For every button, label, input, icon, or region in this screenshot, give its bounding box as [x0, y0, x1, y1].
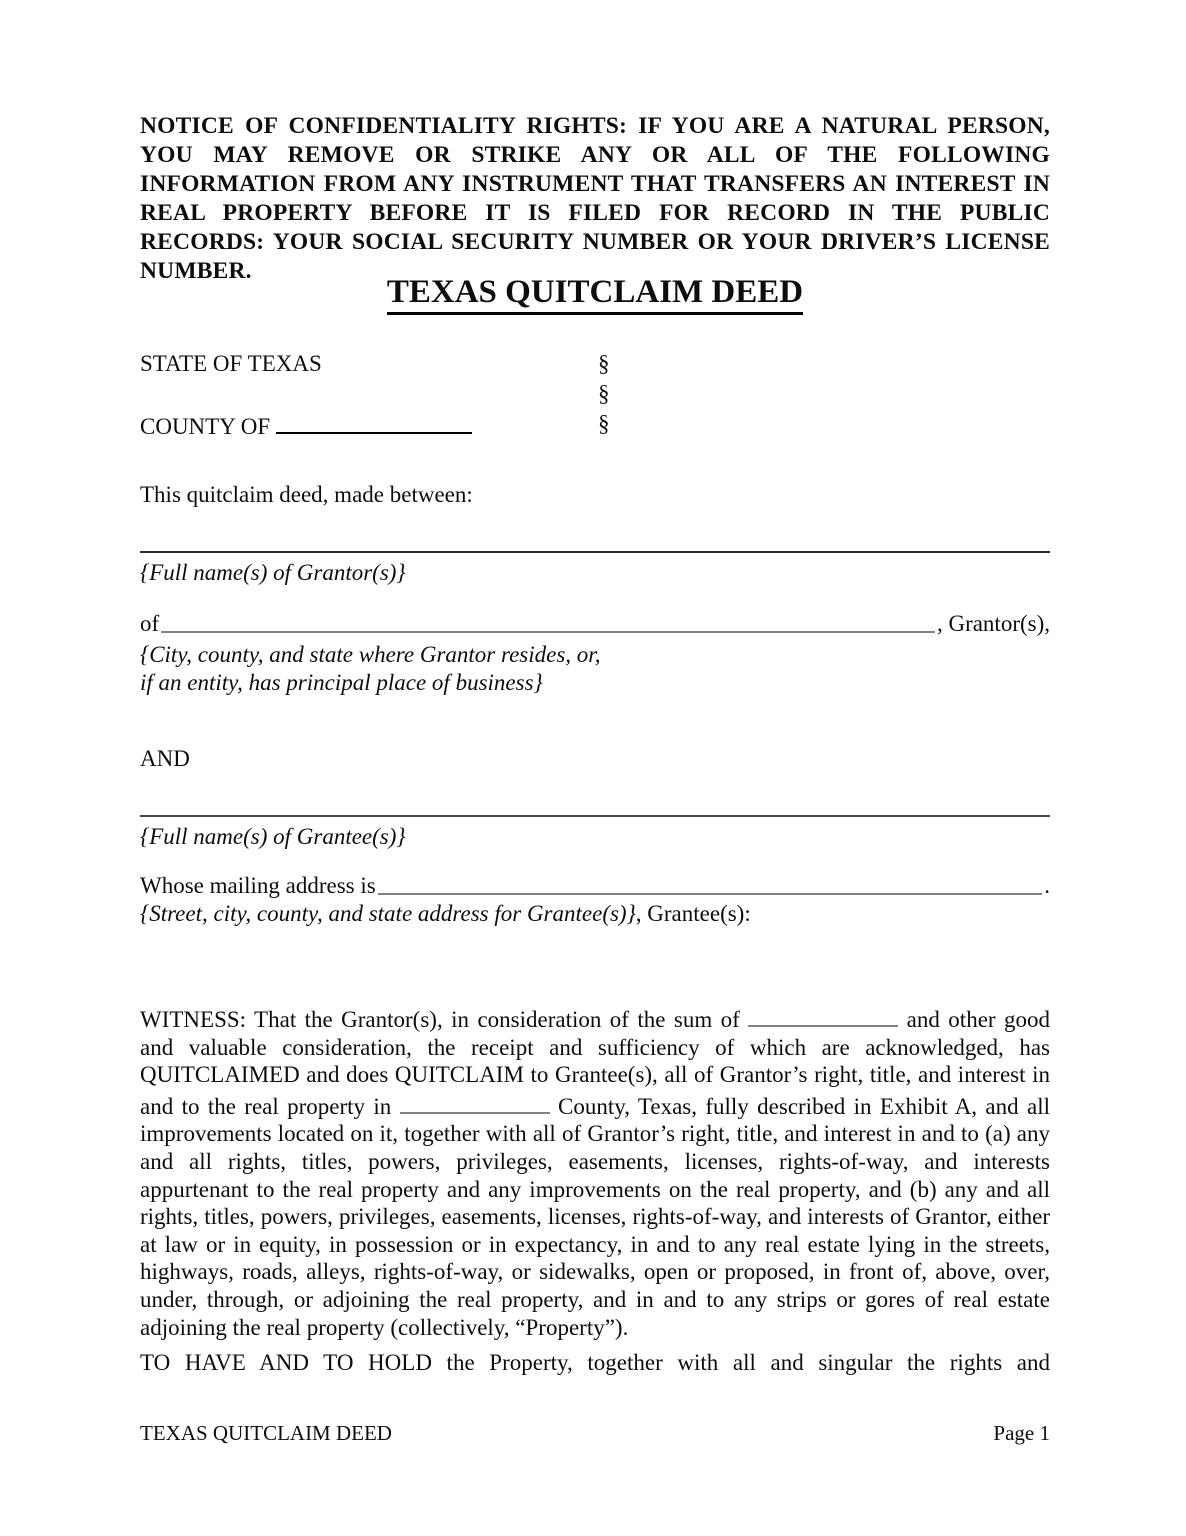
section-symbol-row [140, 379, 1050, 409]
section-symbol-2: § [598, 381, 610, 406]
confidentiality-notice: NOTICE OF CONFIDENTIALITY RIGHTS: IF YOU ARE A NATURAL PERSON, YOU MAY REMOVE OR STRIKE ANY OR ALL OF THE FOLLOWING INFORMATION FROM ANY INSTRUMENT THAT TRANSFERS AN INTEREST IN REAL PROPERTY BEFORE IT IS FILED FOR RECORD IN THE PUBLIC RECORDS: YOUR SOCIAL SECURITY NUMBER OR YOUR DRIVER’S LICENSE NUMBER. [140, 113, 1050, 284]
document-title-wrap [140, 274, 1050, 315]
state-label: STATE OF TEXAS [140, 351, 322, 376]
grantor-suffix: , Grantor(s), [936, 611, 1050, 636]
grantee-address-placeholder-line [140, 900, 1050, 928]
county-row [140, 409, 1050, 439]
grantor-residence-placeholder-line1: {City, county, and state where Grantor resides, or, [140, 642, 601, 667]
county-name-blank[interactable] [276, 409, 472, 434]
grantor-residence-placeholder [140, 641, 1050, 697]
consideration-amount-blank[interactable] [748, 1002, 898, 1027]
section-symbol-3: § [598, 411, 610, 436]
grantor-residence-line [140, 610, 1050, 638]
state-row [140, 349, 1050, 379]
conjunction-and: AND [140, 746, 190, 771]
of-label: of [140, 611, 160, 636]
property-county-blank[interactable] [400, 1089, 550, 1114]
grantee-mailing-address-blank[interactable] [378, 872, 1043, 895]
jurisdiction-block [140, 349, 1050, 439]
footer-document-name: TEXAS QUITCLAIM DEED [140, 1421, 392, 1445]
grantor-name-placeholder: {Full name(s) of Grantor(s)} [140, 560, 406, 585]
grantee-address-suffix: , Grantee(s): [635, 901, 751, 926]
grantor-residence-blank[interactable] [161, 610, 935, 633]
footer-page-number: Page 1 [993, 1421, 1050, 1445]
witness-paragraph [140, 1002, 1050, 1341]
grantee-address-placeholder: {Street, city, county, and state address for Grantee(s)} [140, 901, 636, 926]
page-footer [140, 1421, 1050, 1446]
section-symbol-1: § [598, 351, 610, 376]
witness-segment-2: and other good and valuable consideration, the receipt and sufficiency of which are acknowledged, has QUITCLAIMED and does QUITCLAIM to Grantee(s), all of Grantor’s right, title, and interest in and to the real property in [140, 1007, 1050, 1119]
mailing-address-label: Whose mailing address is [140, 873, 376, 898]
grantor-residence-placeholder-line2: if an entity, has principal place of business} [140, 670, 543, 695]
county-label: COUNTY OF [140, 414, 271, 439]
witness-segment-1: WITNESS: That the Grantor(s), in consideration of the sum of [140, 1007, 749, 1032]
grantee-name-placeholder: {Full name(s) of Grantee(s)} [140, 824, 406, 849]
mailing-period: . [1044, 873, 1050, 898]
grantee-mailing-line [140, 872, 1050, 900]
grantee-name-line[interactable] [140, 815, 1050, 817]
intro-sentence: This quitclaim deed, made between: [140, 482, 473, 507]
document-title: TEXAS QUITCLAIM DEED [387, 274, 803, 315]
witness-segment-3: County, Texas, fully described in Exhibit A, and all improvements located on it, together with all of Grantor’s right, title, and interest in and to (a) any and all rights, titles, powers, privileges, easements, licenses, rights-of-way, and interests appurtenant to the real property and any improvements on the real property, and (b) any and all rights, titles, powers, privileges, easements, licenses, rights-of-way, and interests of Grantor, either at law or in equity, in possession or in expectancy, in and to any real estate lying in the streets, highways, roads, alleys, rights-of-way, or sidewalks, open or proposed, in front of, above, over, under, through, or adjoining the real property, and in and to any strips or gores of real estate adjoining the real property (collectively, “Property”). [140, 1093, 1050, 1340]
grantor-name-line[interactable] [140, 551, 1050, 553]
habendum-clause: TO HAVE AND TO HOLD the Property, together with all and singular the rights and [140, 1350, 1050, 1375]
